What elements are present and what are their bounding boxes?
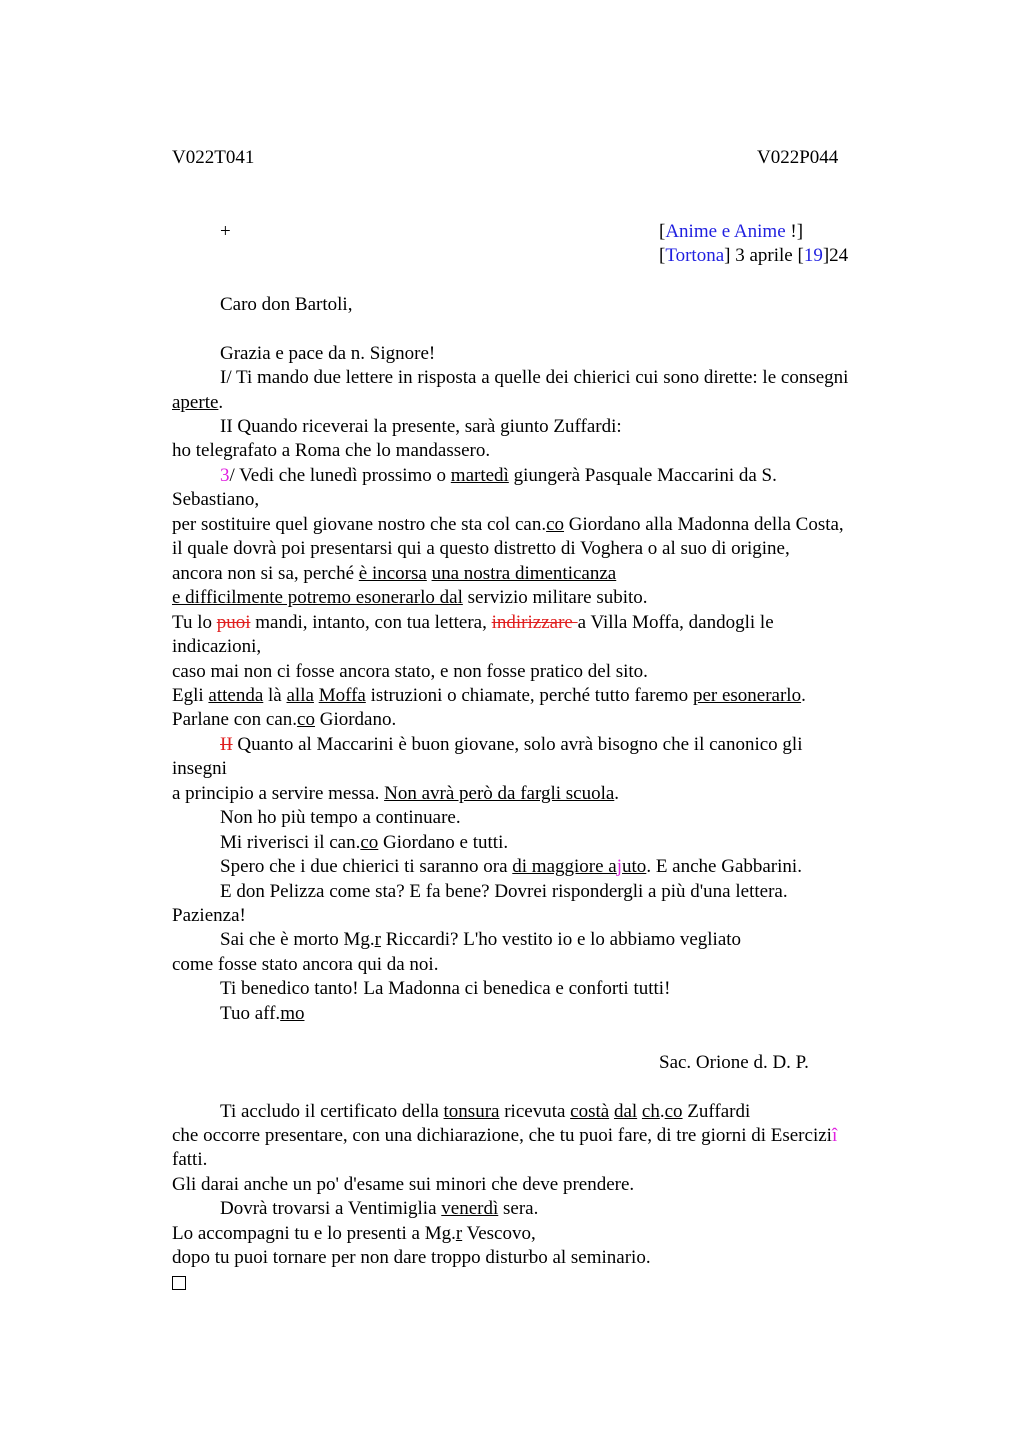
postscript-line-6: Lo accompagni tu e lo presenti a Mg.r Vescovo, [172,1223,536,1244]
para-4-line-1: II Quanto al Maccarini è buon giovane, solo avrà bisogno che il canonico gli [220,734,803,755]
para-4-line-3: a principio a servire messa. Non avrà però da fargli scuola. [172,783,620,804]
postscript-line-5: Dovrà trovarsi a Ventimiglia venerdì sera. [220,1198,539,1219]
para-4-line-2: insegni [172,758,227,779]
header-left-code: V022T041 [172,147,255,168]
greeting-line: Grazia e pace da n. Signore! [220,343,436,364]
postscript-line-2: che occorre presentare, con una dichiarazione, che tu puoi fare, di tre giorni di Eserciziî [172,1125,838,1146]
para-3-line-10: Egli attenda là alla Moffa istruzioni o chiamate, perché tutto faremo per esonerarlo. [172,685,806,706]
para-2-line-2: ho telegrafato a Roma che lo mandassero. [172,440,491,461]
para-3-line-2: Sebastiano, [172,489,260,510]
postscript-line-7: dopo tu puoi tornare per non dare troppo disturbo al seminario. [172,1247,651,1268]
para-3-line-6: e difficilmente potremo esonerarlo dal servizio militare subito. [172,587,648,608]
para-3-line-5: ancora non si sa, perché è incorsa una nostra dimenticanza [172,563,617,584]
closing: Tuo aff.mo [220,1003,305,1024]
postscript-line-1: Ti accludo il certificato della tonsura ricevuta costà dal ch.co Zuffardi [220,1101,751,1122]
para-3-line-9: caso mai non ci fosse ancora stato, e non fosse pratico del sito. [172,661,648,682]
letter-date: [Tortona] 3 aprile [19]24 [659,245,849,266]
para-3-line-1: 3/ Vedi che lunedì prossimo o martedì giungerà Pasquale Maccarini da S. [220,465,777,486]
para-8-line-2: Pazienza! [172,905,246,926]
end-box-icon [172,1272,186,1296]
postscript-line-3: fatti. [172,1149,208,1170]
cross-mark: + [220,221,231,242]
para-1-line-1: I/ Ti mando due lettere in risposta a quelle dei chierici cui sono dirette: le consegni [220,367,849,388]
para-5: Non ho più tempo a continuare. [220,807,461,828]
para-9-line-2: come fosse stato ancora qui da noi. [172,954,439,975]
para-3-line-11: Parlane con can.co Giordano. [172,709,397,730]
para-1-line-2: aperte. [172,392,224,413]
para-2-line-1: II Quando riceverai la presente, sarà giunto Zuffardi: [220,416,622,437]
para-3-line-4: il quale dovrà poi presentarsi qui a questo distretto di Voghera o al suo di origine, [172,538,790,559]
para-3-line-7: Tu lo puoi mandi, intanto, con tua lettera, indirizzare a Villa Moffa, dandogli le [172,612,774,633]
header-right-code: V022P044 [757,147,839,168]
signature: Sac. Orione d. D. P. [659,1052,809,1073]
para-6: Mi riverisci il can.co Giordano e tutti. [220,832,509,853]
salutation: Caro don Bartoli, [220,294,353,315]
para-8-line-1: E don Pelizza come sta? E fa bene? Dovrei rispondergli a più d'una lettera. [220,881,788,902]
letter-title: [Anime e Anime !] [659,221,804,242]
para-10: Ti benedico tanto! La Madonna ci benedica e conforti tutti! [220,978,671,999]
para-3-line-8: indicazioni, [172,636,262,657]
para-3-line-3: per sostituire quel giovane nostro che sta col can.co Giordano alla Madonna della Costa, [172,514,844,535]
para-7: Spero che i due chierici ti saranno ora di maggiore ajuto. E anche Gabbarini. [220,856,802,877]
postscript-line-4: Gli darai anche un po' d'esame sui minori che deve prendere. [172,1174,635,1195]
para-9-line-1: Sai che è morto Mg.r Riccardi? L'ho vestito io e lo abbiamo vegliato [220,929,742,950]
